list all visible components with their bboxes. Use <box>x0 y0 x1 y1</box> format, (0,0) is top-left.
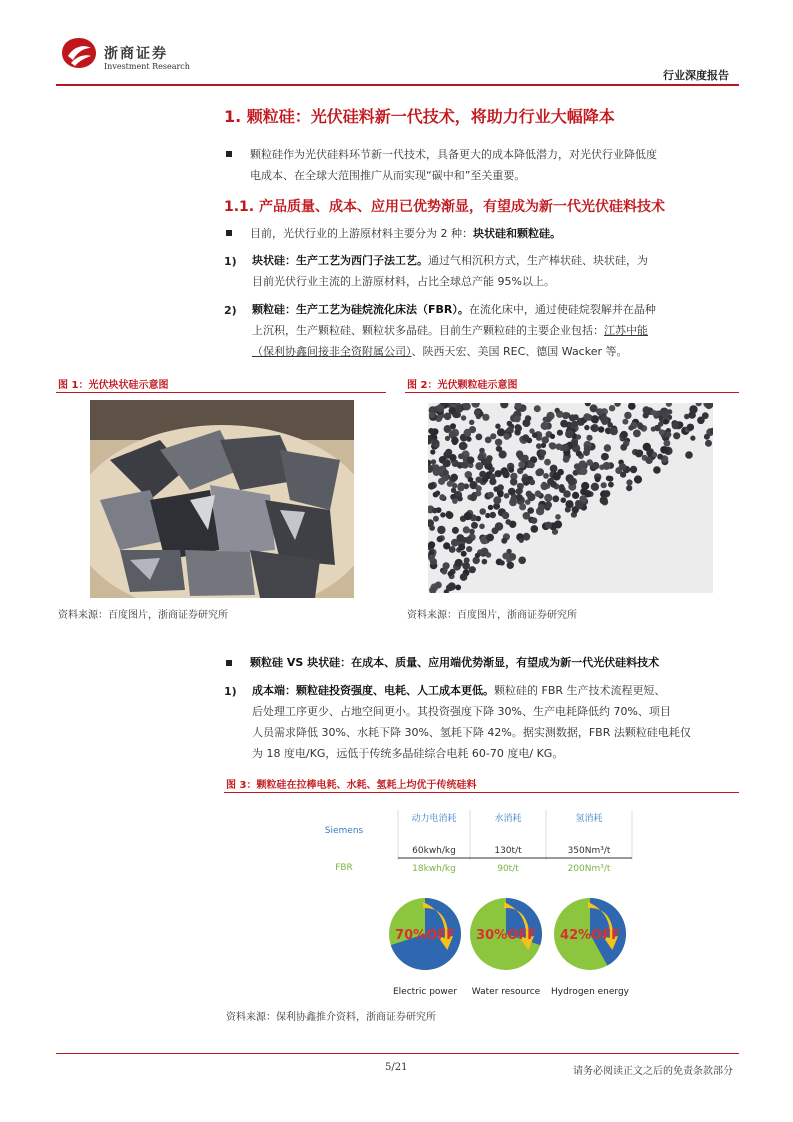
silicon-bead <box>526 491 533 498</box>
silicon-bead <box>690 436 695 441</box>
silicon-bead <box>470 494 477 501</box>
silicon-bead <box>541 422 549 430</box>
silicon-bead <box>443 562 450 569</box>
figure-2-title: 图 2：光伏颗粒硅示意图 <box>407 380 518 391</box>
silicon-bead <box>451 539 459 547</box>
silicon-bead <box>455 585 461 591</box>
silicon-bead <box>556 443 563 450</box>
silicon-bead <box>449 454 456 461</box>
figure-3-rule <box>224 792 739 793</box>
silicon-bead <box>704 434 710 440</box>
pie-percent-label: 70%OFF <box>395 928 455 943</box>
silicon-bead <box>434 443 439 448</box>
silicon-bead <box>622 419 628 425</box>
fbr-value: 200Nm³/t <box>567 864 611 874</box>
brand-name-en: Investment Research <box>104 62 190 71</box>
silicon-bead <box>521 476 528 483</box>
silicon-bead <box>458 544 465 551</box>
silicon-bead <box>626 485 632 491</box>
silicon-bead <box>645 456 653 464</box>
silicon-bead <box>598 426 604 432</box>
silicon-bead <box>651 410 657 416</box>
pie-label: Water resource <box>471 987 541 997</box>
silicon-bead <box>563 490 571 498</box>
silicon-bead <box>479 508 486 515</box>
silicon-bead <box>565 430 573 438</box>
silicon-bead <box>479 448 485 454</box>
silicon-bead <box>461 415 466 420</box>
silicon-bead <box>519 538 524 543</box>
silicon-bead <box>467 456 475 464</box>
pie-percent-label: 30%OFF <box>476 928 536 943</box>
silicon-bead <box>657 454 663 460</box>
silicon-bead <box>601 482 607 488</box>
silicon-bead <box>590 404 598 412</box>
silicon-bead <box>696 403 702 406</box>
silicon-bead <box>550 465 558 473</box>
figure-2-source: 资料来源：百度图片，浙商证券研究所 <box>407 610 577 621</box>
silicon-bead <box>522 419 530 427</box>
silicon-bead <box>540 450 546 456</box>
silicon-bead <box>581 482 589 490</box>
silicon-bead <box>437 526 445 534</box>
silicon-bead <box>460 573 468 581</box>
silicon-bead <box>575 501 583 509</box>
silicon-bead <box>440 494 446 500</box>
section-1-1-lead: 目前，光伏行业的上游原材料主要分为 2 种：块状硅和颗粒硅。 <box>250 227 561 240</box>
silicon-bead <box>450 474 458 482</box>
silicon-bead <box>620 444 627 451</box>
silicon-bead <box>485 437 492 444</box>
silicon-bead <box>643 412 649 418</box>
item-block-silicon: 块状硅：生产工艺为西门子法工艺。通过气相沉积方式，生产棒状硅、块状硅，为 目前光伏行业主流的上游原材料，占比全球总产能 95%以上。 <box>252 254 648 288</box>
section-1-intro: 颗粒硅作为光伏硅料环节新一代技术，具备更大的成本降低潜力，对光伏行业降低度 电成本、在全球大范围推广从而实现“碳中和”至关重要。 <box>250 148 657 182</box>
silicon-bead <box>473 557 480 564</box>
silicon-bead <box>555 408 560 413</box>
silicon-bead <box>518 557 526 565</box>
silicon-bead <box>459 442 467 450</box>
silicon-bead <box>531 525 539 533</box>
item-number: 1) <box>224 685 237 698</box>
silicon-bead <box>461 551 467 557</box>
fbr-value: 90t/t <box>497 864 519 874</box>
silicon-bead <box>527 507 534 514</box>
section-1-title: 1. 颗粒硅：光伏硅料新一代技术，将助力行业大幅降本 <box>224 107 615 126</box>
silicon-bead <box>586 435 592 441</box>
silicon-bead <box>515 488 521 494</box>
figure-3-title: 图 3：颗粒硅在拉棒电耗、水耗、氢耗上均优于传统硅料 <box>226 780 477 791</box>
silicon-bead <box>455 559 463 567</box>
silicon-bead <box>661 410 669 418</box>
silicon-bead <box>531 517 538 524</box>
silicon-bead <box>529 479 535 485</box>
silicon-bead <box>500 403 508 408</box>
silicon-bead <box>601 416 609 424</box>
row-label-siemens: Siemens <box>324 826 364 836</box>
silicon-bead <box>702 412 709 419</box>
silicon-bead <box>620 472 626 478</box>
silicon-bead <box>538 504 545 511</box>
consumption-comparison-chart <box>224 800 684 1000</box>
silicon-bead <box>576 451 582 457</box>
silicon-bead <box>443 542 450 549</box>
silicon-bead <box>507 562 514 569</box>
silicon-bead <box>545 416 552 423</box>
silicon-bead <box>490 512 496 518</box>
silicon-bead <box>516 494 523 501</box>
silicon-bead <box>440 512 445 517</box>
silicon-bead <box>498 492 504 498</box>
silicon-bead <box>529 428 534 433</box>
silicon-bead <box>505 519 511 525</box>
silicon-bead <box>646 450 652 456</box>
silicon-bead <box>501 538 507 544</box>
silicon-bead <box>458 453 464 459</box>
siemens-value: 350Nm³/t <box>567 846 611 856</box>
silicon-bead <box>688 411 696 419</box>
cost-advantage-text: 成本端：颗粒硅投资强度、电耗、人工成本更低。颗粒硅的 FBR 生产技术流程更短、 后处理工序更少、占地空间更小。其投资强度下降 30%、生产电耗降低约 70%、项目 人员需求降低 30%、水耗下降 30%、氢耗下降 42%。据实测数据，FBR 法颗粒硅电耗仅 为 18 度电/KG，远低于传统多晶硅综合电耗 60-70 度电/ KG。 <box>252 684 691 760</box>
silicon-bead <box>488 505 493 510</box>
silicon-bead <box>437 536 443 542</box>
silicon-bead <box>471 522 478 529</box>
silicon-bead <box>475 409 480 414</box>
silicon-bead <box>493 486 499 492</box>
silicon-bead <box>442 569 447 574</box>
silicon-bead <box>493 496 501 504</box>
silicon-bead <box>485 457 492 464</box>
report-type: 行业深度报告 <box>663 69 729 82</box>
silicon-bead <box>514 415 521 422</box>
silicon-bead <box>550 481 557 488</box>
column-header: 动力电消耗 <box>411 814 457 824</box>
silicon-bead <box>486 534 494 542</box>
item-granular-silicon: 颗粒硅：生产工艺为硅烷流化床法（FBR）。在流化床中，通过使硅烷裂解并在晶种 上沉积，生产颗粒硅、颗粒状多晶硅。目前生产颗粒硅的主要企业包括：江苏中能 （保利协鑫间接非全资附属公司）、陕西天宏、美国 REC、德国 Wacker 等。 <box>252 303 656 358</box>
silicon-bead <box>522 434 529 441</box>
silicon-bead <box>446 512 453 519</box>
silicon-bead <box>528 462 535 469</box>
silicon-bead <box>563 456 570 463</box>
silicon-bead <box>504 493 510 499</box>
silicon-bead <box>519 503 526 510</box>
silicon-bead <box>469 566 476 573</box>
column-header: 氢消耗 <box>575 814 603 824</box>
silicon-bead <box>607 476 613 482</box>
silicon-bead <box>552 472 560 480</box>
silicon-bead <box>452 498 458 504</box>
silicon-bead <box>550 434 555 439</box>
silicon-bead <box>495 439 502 446</box>
silicon-bead <box>552 495 559 502</box>
silicon-bead <box>607 422 613 428</box>
silicon-bead <box>544 494 552 502</box>
silicon-bead <box>534 405 541 412</box>
silicon-bead <box>495 424 500 429</box>
silicon-bead <box>436 404 444 412</box>
silicon-bead <box>479 471 486 478</box>
silicon-bead <box>666 403 672 407</box>
silicon-bead <box>482 414 489 421</box>
silicon-bead <box>451 488 456 493</box>
silicon-bead <box>543 473 549 479</box>
silicon-bead <box>545 483 551 489</box>
silicon-bead <box>428 555 435 562</box>
silicon-bead <box>535 490 542 497</box>
silicon-bead <box>557 430 563 436</box>
silicon-bead <box>508 488 516 496</box>
silicon-bead <box>672 422 679 429</box>
silicon-bead <box>485 513 490 518</box>
silicon-bead <box>507 421 513 427</box>
page-number: 5/21 <box>385 1062 408 1073</box>
silicon-bead <box>464 557 470 563</box>
silicon-bead <box>545 501 552 508</box>
silicon-bead <box>475 553 480 558</box>
silicon-bead <box>432 508 438 514</box>
bullet-icon <box>226 230 232 236</box>
silicon-bead <box>476 477 482 483</box>
silicon-bead <box>635 450 643 458</box>
silicon-bead <box>576 434 581 439</box>
pie-label: Electric power <box>392 987 458 997</box>
silicon-bead <box>660 446 668 454</box>
silicon-bead <box>565 500 573 508</box>
fbr-value: 18kwh/kg <box>412 864 456 874</box>
silicon-bead <box>489 478 496 485</box>
figure-2-rule <box>405 392 739 393</box>
column-header: 水消耗 <box>494 814 522 824</box>
silicon-bead <box>466 546 472 552</box>
silicon-bead <box>630 466 637 473</box>
silicon-bead <box>549 442 556 449</box>
silicon-bead <box>620 431 628 439</box>
silicon-bead <box>638 424 644 430</box>
silicon-bead <box>516 450 523 457</box>
silicon-bead <box>435 582 442 589</box>
figure-1-rule <box>56 392 386 393</box>
silicon-bead <box>603 462 611 470</box>
silicon-bead <box>449 407 457 415</box>
silicon-bead <box>433 516 439 522</box>
silicon-bead <box>584 445 591 452</box>
silicon-bead <box>608 482 614 488</box>
silicon-bead <box>604 444 611 451</box>
silicon-bead <box>499 560 504 565</box>
silicon-bead <box>614 403 620 407</box>
silicon-bead <box>464 512 472 520</box>
granular-silicon-photo <box>428 403 713 593</box>
silicon-bead <box>452 527 459 534</box>
bullet-icon <box>226 151 232 157</box>
header-divider <box>56 84 739 86</box>
silicon-bead <box>687 424 694 431</box>
silicon-bead <box>585 403 591 406</box>
silicon-bead <box>659 429 665 435</box>
silicon-bead <box>609 405 615 411</box>
silicon-bead <box>555 514 561 520</box>
siemens-value: 130t/t <box>494 846 522 856</box>
silicon-bead <box>673 432 680 439</box>
silicon-bead <box>560 420 568 428</box>
silicon-bead <box>518 461 525 468</box>
silicon-bead <box>536 443 542 449</box>
silicon-bead <box>586 459 593 466</box>
silicon-bead <box>562 444 569 451</box>
silicon-bead <box>499 450 507 458</box>
silicon-bead <box>479 524 485 530</box>
silicon-bead <box>591 483 599 491</box>
silicon-bead <box>544 459 551 466</box>
silicon-bead <box>457 484 464 491</box>
silicon-bead <box>475 485 481 491</box>
figure-3-source: 资料来源：保利协鑫推介资料，浙商证券研究所 <box>226 1012 436 1023</box>
silicon-bead <box>545 522 552 529</box>
silicon-bead <box>584 425 589 430</box>
silicon-bead <box>471 403 479 408</box>
item-number: 2) <box>224 304 237 317</box>
silicon-bead <box>664 440 671 447</box>
silicon-bead <box>561 497 567 503</box>
silicon-bead <box>572 440 578 446</box>
silicon-bead <box>429 525 435 531</box>
silicon-bead <box>504 433 511 440</box>
silicon-bead <box>541 436 549 444</box>
silicon-bead <box>653 466 661 474</box>
row-label-fbr: FBR <box>335 863 353 873</box>
silicon-bead <box>619 463 626 470</box>
silicon-bead <box>448 571 453 576</box>
silicon-bead <box>663 419 668 424</box>
silicon-bead <box>600 496 608 504</box>
silicon-bead <box>584 490 591 497</box>
siemens-value: 60kwh/kg <box>412 846 456 856</box>
silicon-bead <box>488 492 494 498</box>
pie-percent-label: 42%OFF <box>560 928 620 943</box>
silicon-bead <box>463 526 470 533</box>
item-number: 1) <box>224 255 237 268</box>
silicon-bead <box>602 453 609 460</box>
silicon-bead <box>510 478 517 485</box>
figure-1-title: 图 1：光伏块状硅示意图 <box>58 380 169 391</box>
silicon-bead <box>447 481 453 487</box>
silicon-bead <box>503 471 510 478</box>
silicon-bead <box>603 490 610 497</box>
silicon-bead <box>443 459 451 467</box>
silicon-bead <box>610 427 618 435</box>
silicon-bead <box>515 425 522 432</box>
silicon-bead <box>583 413 591 421</box>
silicon-bead <box>428 541 435 548</box>
silicon-bead <box>572 492 579 499</box>
silicon-bead <box>430 449 435 454</box>
disclaimer: 请务必阅读正文之后的免责条款部分 <box>573 1066 733 1077</box>
silicon-bead <box>476 434 483 441</box>
silicon-bead <box>495 522 503 530</box>
brand-name-cn: 浙商证券 <box>104 46 168 62</box>
silicon-bead <box>590 425 596 431</box>
silicon-bead <box>628 403 636 410</box>
section-1-1-title: 1.1. 产品质量、成本、应用已优势渐显，有望成为新一代光伏硅料技术 <box>224 199 665 215</box>
silicon-bead <box>431 459 436 464</box>
silicon-bead <box>595 477 601 483</box>
silicon-bead <box>571 421 578 428</box>
silicon-bead <box>573 414 579 420</box>
silicon-bead <box>705 403 713 409</box>
silicon-bead <box>508 467 514 473</box>
silicon-bead <box>579 460 587 468</box>
silicon-bead <box>457 496 463 502</box>
silicon-bead <box>428 428 434 434</box>
silicon-bead <box>634 475 642 483</box>
silicon-bead <box>705 440 712 447</box>
logo-icon <box>60 36 98 70</box>
silicon-bead <box>568 478 575 485</box>
silicon-bead <box>628 425 634 431</box>
silicon-bead <box>626 479 632 485</box>
silicon-bead <box>535 469 542 476</box>
silicon-bead <box>435 491 440 496</box>
silicon-bead <box>502 512 509 519</box>
silicon-bead <box>510 496 516 502</box>
silicon-bead <box>580 468 588 476</box>
silicon-bead <box>469 420 474 425</box>
silicon-bead <box>624 412 631 419</box>
bullet-icon <box>226 660 232 666</box>
silicon-bead <box>475 462 483 470</box>
silicon-bead <box>685 451 693 459</box>
footer-divider <box>56 1053 739 1054</box>
comparison-headline: 颗粒硅 VS 块状硅：在成本、质量、应用端优势渐显，有望成为新一代光伏硅料技术 <box>250 656 660 669</box>
pie-label: Hydrogen energy <box>551 987 629 997</box>
figure-1-source: 资料来源：百度图片，浙商证券研究所 <box>58 610 228 621</box>
block-silicon-photo <box>90 400 354 598</box>
silicon-bead <box>633 430 641 438</box>
silicon-bead <box>429 412 435 418</box>
silicon-bead <box>448 582 456 590</box>
silicon-bead <box>428 483 435 490</box>
silicon-bead <box>452 440 458 446</box>
silicon-bead <box>464 429 472 437</box>
silicon-bead <box>443 470 449 476</box>
silicon-bead <box>666 432 672 438</box>
silicon-bead <box>482 559 488 565</box>
silicon-bead <box>462 537 468 543</box>
silicon-bead <box>433 469 440 476</box>
